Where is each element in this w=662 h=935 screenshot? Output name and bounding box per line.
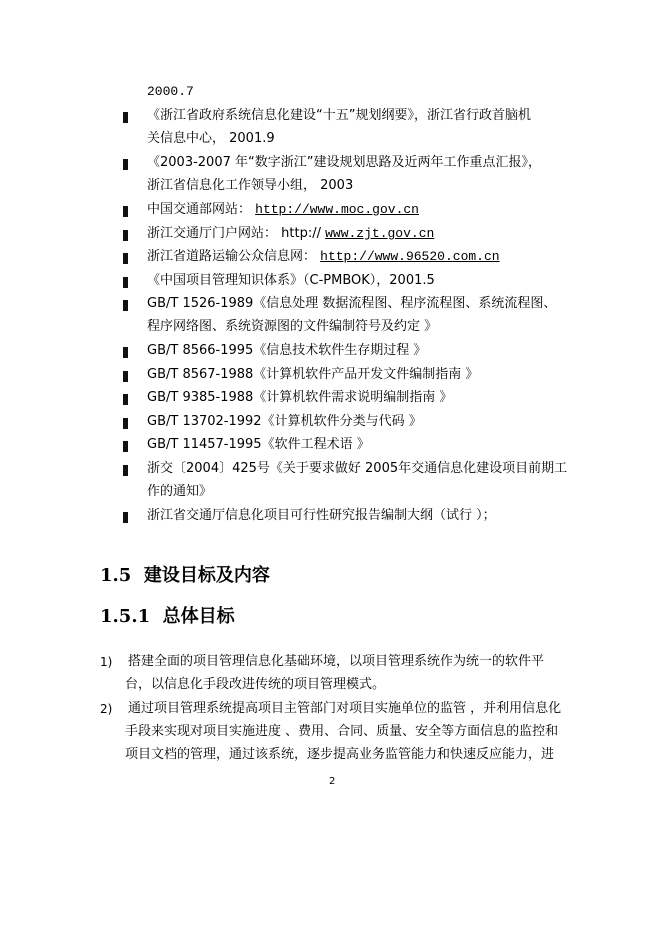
road-transport-website-link[interactable]: http://www.96520.com.cn: [320, 249, 500, 264]
reference-item-5: [147, 249, 500, 265]
goal-1-line-2: 台，以信息化手段改进传统的项目管理模式。: [125, 677, 386, 692]
bullet-icon: [123, 230, 128, 241]
subsection-title: 总体目标: [162, 606, 235, 627]
goal-2-line-3: 项目文档的管理，通过该系统，逐步提高业务监管能力和快速反应能力，进: [125, 747, 555, 762]
reference-item-6: 《中国项目管理知识体系》（C-PMBOK），2001.5: [147, 273, 435, 288]
bullet-icon: [123, 277, 128, 288]
zjt-website-link[interactable]: www.zjt.gov.cn: [325, 226, 435, 241]
bullet-icon: [123, 206, 128, 217]
reference-item-7-line-2: 程序网络图、系统资源图的文件编制符号及约定 》: [147, 319, 438, 334]
goal-1-number: 1): [100, 655, 113, 669]
continuation-date: 2000.7: [147, 84, 194, 99]
subsection-heading: [100, 606, 235, 628]
bullet-icon: [123, 465, 128, 476]
reference-item-13-line-1: 浙交〔2004〕425号《关于要求做好 2005年交通信息化建设项目前期工: [147, 461, 568, 476]
bullet-icon: [123, 300, 128, 311]
goal-1-line-1: 搭建全面的项目管理信息化基础环境，以项目管理系统作为统一的软件平: [128, 654, 545, 669]
reference-item-14: 浙江省交通厅信息化项目可行性研究报告编制大纲（试行 ）；: [147, 508, 496, 523]
bullet-icon: [123, 159, 128, 170]
section-heading: [100, 565, 270, 587]
reference-item-7-line-1: GB/T 1526-1989《信息处理 数据流程图、程序流程图、系统流程图、: [147, 296, 557, 311]
bullet-icon: [123, 112, 128, 123]
goal-2-line-1: 通过项目管理系统提高项目主管部门对项目实施单位的监管 ，并利用信息化: [128, 701, 562, 716]
subsection-number: 1.5.1: [100, 606, 151, 627]
reference-item-5-label: 浙江省道路运输公众信息网：: [147, 249, 321, 264]
bullet-icon: [123, 394, 128, 405]
bullet-icon: [123, 512, 128, 523]
reference-item-2-line-2: 浙江省信息化工作领导小组， 2003: [147, 178, 354, 193]
bullet-icon: [123, 371, 128, 382]
reference-item-8: GB/T 8566-1995《信息技术软件生存期过程 》: [147, 343, 427, 358]
reference-item-1-line-1: 《浙江省政府系统信息化建设“十五”规划纲要》，浙江省行政首脑机: [147, 108, 531, 123]
reference-item-12: GB/T 11457-1995《软件工程术语 》: [147, 437, 370, 452]
bullet-icon: [123, 418, 128, 429]
bullet-icon: [123, 253, 128, 264]
reference-item-9: GB/T 8567-1988《计算机软件产品开发文件编制指南 》: [147, 367, 479, 382]
bullet-icon: [123, 347, 128, 358]
page-number: 2: [329, 776, 336, 787]
reference-item-2-line-1: 《2003-2007 年“数字浙江”建设规划思路及近两年工作重点汇报》，: [147, 155, 541, 170]
reference-item-1-line-2: 关信息中心， 2001.9: [147, 131, 275, 146]
goal-2-line-2: 手段来实现对项目实施进度 、费用、合同、质量、安全等方面信息的监控和: [125, 724, 559, 739]
reference-item-4-label: 浙江交通厅门户网站： http://: [147, 226, 326, 241]
reference-item-13-line-2: 作的通知》: [147, 484, 213, 499]
reference-item-3-label: 中国交通部网站：: [147, 202, 256, 217]
section-number: 1.5: [100, 565, 132, 586]
reference-item-3: [147, 202, 419, 218]
section-title: 建设目标及内容: [143, 565, 270, 586]
bullet-icon: [123, 441, 128, 452]
reference-item-11: GB/T 13702-1992《计算机软件分类与代码 》: [147, 414, 422, 429]
moc-website-link[interactable]: http://www.moc.gov.cn: [255, 202, 419, 217]
reference-item-10: GB/T 9385-1988《计算机软件需求说明编制指南 》: [147, 390, 453, 405]
goal-2-number: 2): [100, 702, 113, 716]
reference-item-4: [147, 226, 434, 242]
